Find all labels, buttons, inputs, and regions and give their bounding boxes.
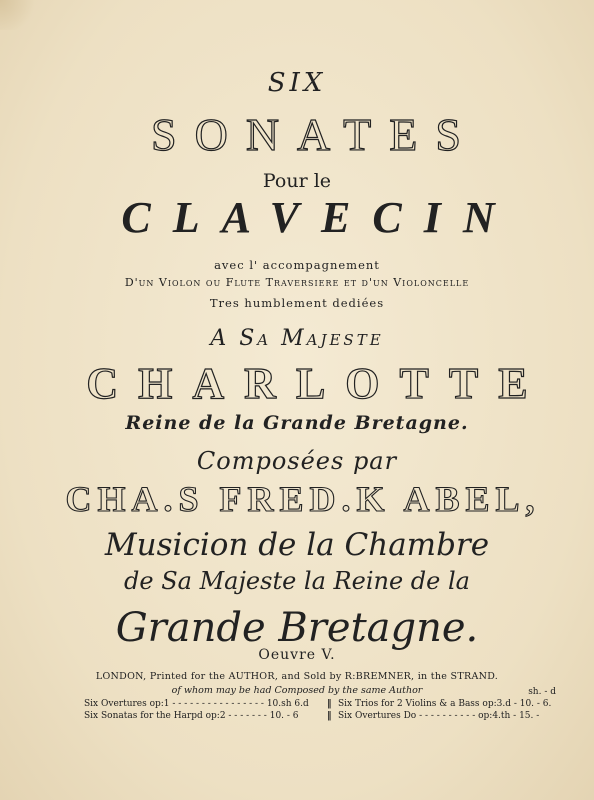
catalog-item: Six Trios for 2 Violins & a Bass op:3.d - 10. - 6. [338,699,552,709]
composees-par: Composées par [196,447,398,475]
subtitle-instruments: D'un Violon ou Flute Traversiere et d'un Violoncelle [124,276,470,289]
catalog-item: Six Overtures Do - - - - - - - - - - op:4.th - 15. - [338,711,540,721]
catalog-divider: ‖ [327,699,332,709]
catalog-divider: ‖ [327,711,332,721]
title-pour-le: Pour le [262,170,332,192]
catalog-item: Six Sonatas for the Harpd op:2 - - - - - - - 10. - 6 [84,711,299,721]
catalog-row [84,710,564,722]
composer-title-3: Grande Bretagne. [115,605,479,651]
subtitle-dedication: Tres humblement dediées [209,296,385,310]
paper-stain [0,0,40,30]
title-sonates: SONATES [151,109,479,160]
composer-name: CHA.S FRED.K ABEL, [65,479,541,519]
composer-title: Musicion de la Chambre [104,527,490,563]
composer-title-2: de Sa Majeste la Reine de la [124,567,470,595]
imprint-line: LONDON, Printed for the AUTHOR, and Sold by R:BREMNER, in the STRAND. [95,671,499,682]
catalog-item: Six Overtures op:1 - - - - - - - - - - - - - - - - 10.sh 6.d [84,699,309,709]
title-clavecin: CLAVECIN [121,193,517,242]
opus-number: Oeuvre V. [258,647,336,663]
dedication-a-sa-majeste: A Sa Majeste [210,326,384,351]
dedication-reine: Reine de la Grande Bretagne. [125,412,469,434]
subtitle-avec: avec l' accompagnement [214,258,380,272]
title-six: SIX [267,68,327,98]
price-header: sh. - d [528,687,556,697]
imprint-line-2: of whom may be had Composed by the same Author [171,685,423,696]
dedication-charlotte: CHARLOTTE [86,359,548,408]
